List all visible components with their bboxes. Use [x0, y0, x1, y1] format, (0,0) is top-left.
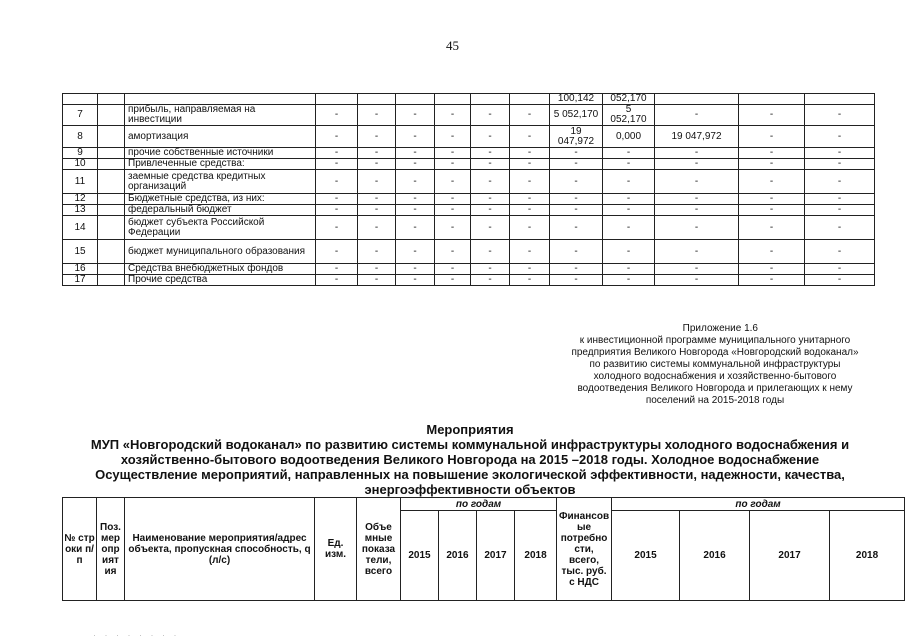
- row-number: 17: [63, 275, 98, 286]
- table-cell: 100,142: [550, 94, 603, 105]
- row-number: 15: [63, 240, 98, 264]
- value-cell: -: [739, 194, 805, 205]
- table-cell: [655, 94, 739, 105]
- value-cell: -: [471, 194, 510, 205]
- page-number: 45: [446, 38, 459, 53]
- table-row: [63, 240, 875, 264]
- value-cell: -: [316, 216, 358, 240]
- value-cell: -: [510, 205, 550, 216]
- table-cell: [98, 194, 125, 205]
- value-cell: -: [550, 240, 603, 264]
- value-cell: -: [471, 240, 510, 264]
- col-unit: Ед. изм.: [315, 498, 357, 601]
- value-cell: -: [358, 216, 396, 240]
- table-cell: [98, 170, 125, 194]
- source-name: прочие собственные источники: [125, 148, 316, 159]
- table-row: [63, 275, 875, 286]
- value-cell: -: [396, 216, 435, 240]
- value-cell: -: [396, 240, 435, 264]
- value-cell: -: [655, 194, 739, 205]
- value-cell: -: [316, 275, 358, 286]
- value-cell: 5 052,170: [603, 105, 655, 126]
- bottom-marks: · · · · · · · ·: [93, 630, 180, 640]
- value-cell: -: [655, 170, 739, 194]
- value-cell: -: [316, 205, 358, 216]
- value-cell: -: [396, 194, 435, 205]
- row-number: 11: [63, 170, 98, 194]
- value-cell: 0,000: [603, 126, 655, 148]
- value-cell: -: [805, 170, 875, 194]
- row-number: 8: [63, 126, 98, 148]
- table-cell: [98, 205, 125, 216]
- table-cell: [98, 216, 125, 240]
- source-name: Средства внебюджетных фондов: [125, 264, 316, 275]
- value-cell: -: [471, 126, 510, 148]
- value-cell: -: [805, 275, 875, 286]
- source-name: Прочие средства: [125, 275, 316, 286]
- table-row: [63, 94, 875, 105]
- table-cell: [98, 240, 125, 264]
- value-cell: -: [435, 159, 471, 170]
- value-cell: -: [603, 170, 655, 194]
- value-cell: -: [435, 205, 471, 216]
- row-number: 10: [63, 159, 98, 170]
- table-cell: [316, 94, 358, 105]
- table-cell: [98, 105, 125, 126]
- value-cell: -: [510, 275, 550, 286]
- table-cell: [510, 94, 550, 105]
- value-cell: -: [358, 194, 396, 205]
- col-measure-name: Наименование мероприятия/адрес объекта, пропускная способность, q (л/с): [125, 498, 315, 601]
- value-cell: -: [396, 170, 435, 194]
- table-cell: [98, 148, 125, 159]
- value-cell: 19 047,972: [655, 126, 739, 148]
- source-name: Привлеченные средства:: [125, 159, 316, 170]
- table-cell: [98, 126, 125, 148]
- value-cell: -: [435, 264, 471, 275]
- value-cell: -: [396, 205, 435, 216]
- value-cell: -: [739, 275, 805, 286]
- value-cell: -: [510, 159, 550, 170]
- value-cell: -: [603, 159, 655, 170]
- investment-sources-table: [62, 93, 875, 286]
- value-cell: -: [316, 264, 358, 275]
- table-cell: [805, 94, 875, 105]
- value-cell: -: [471, 275, 510, 286]
- value-cell: -: [739, 205, 805, 216]
- row-number: 9: [63, 148, 98, 159]
- year-header: 2016: [680, 511, 750, 601]
- value-cell: -: [316, 105, 358, 126]
- value-cell: -: [550, 205, 603, 216]
- row-number: 7: [63, 105, 98, 126]
- value-cell: -: [603, 194, 655, 205]
- value-cell: -: [510, 126, 550, 148]
- col-finance-total: Финансов ые потребно сти, всего, тыс. руб. с НДС: [557, 498, 612, 601]
- value-cell: -: [510, 216, 550, 240]
- value-cell: -: [510, 170, 550, 194]
- measures-header-table: [62, 497, 905, 601]
- value-cell: -: [550, 216, 603, 240]
- row-number: 12: [63, 194, 98, 205]
- value-cell: -: [358, 105, 396, 126]
- value-cell: -: [550, 194, 603, 205]
- value-cell: -: [805, 264, 875, 275]
- heading-line: энергоэффективности объектов: [364, 482, 576, 497]
- table-row: [63, 194, 875, 205]
- value-cell: -: [655, 205, 739, 216]
- table-cell: [98, 159, 125, 170]
- value-cell: -: [471, 105, 510, 126]
- value-cell: -: [435, 216, 471, 240]
- value-cell: -: [805, 216, 875, 240]
- table-row: [63, 159, 875, 170]
- value-cell: -: [805, 105, 875, 126]
- value-cell: -: [550, 159, 603, 170]
- value-cell: -: [435, 126, 471, 148]
- row-number: 14: [63, 216, 98, 240]
- heading-line: хозяйственно-бытового водоотведения Великого Новгорода на 2015 –2018 годы. Холодное водоснабжение: [120, 452, 820, 467]
- value-cell: -: [655, 105, 739, 126]
- value-cell: 19 047,972: [550, 126, 603, 148]
- value-cell: -: [655, 148, 739, 159]
- value-cell: -: [435, 105, 471, 126]
- source-name: прибыль, направляемая на инвестиции: [125, 105, 316, 126]
- value-cell: -: [471, 205, 510, 216]
- value-cell: -: [655, 240, 739, 264]
- table-cell: [396, 94, 435, 105]
- value-cell: -: [396, 126, 435, 148]
- value-cell: -: [603, 240, 655, 264]
- value-cell: -: [358, 275, 396, 286]
- table-cell: [435, 94, 471, 105]
- appendix-note: [555, 323, 875, 407]
- value-cell: -: [550, 264, 603, 275]
- table-row: [63, 170, 875, 194]
- value-cell: -: [396, 275, 435, 286]
- source-name: федеральный бюджет: [125, 205, 316, 216]
- table-cell: [471, 94, 510, 105]
- years-group-finance: по годам: [612, 498, 905, 511]
- year-header: 2017: [750, 511, 830, 601]
- value-cell: -: [739, 216, 805, 240]
- value-cell: -: [603, 216, 655, 240]
- table-cell: [125, 94, 316, 105]
- source-name: Бюджетные средства, из них:: [125, 194, 316, 205]
- table-row: [63, 205, 875, 216]
- value-cell: -: [316, 126, 358, 148]
- value-cell: -: [471, 264, 510, 275]
- years-group-volume: по годам: [401, 498, 557, 511]
- year-header: 2015: [612, 511, 680, 601]
- table-row: [63, 148, 875, 159]
- value-cell: -: [510, 240, 550, 264]
- value-cell: -: [805, 205, 875, 216]
- appendix-title: Приложение 1.6: [682, 323, 758, 334]
- year-header: 2018: [830, 511, 905, 601]
- col-row-number: № стр оки п/п: [63, 498, 97, 601]
- value-cell: -: [805, 194, 875, 205]
- value-cell: -: [396, 159, 435, 170]
- value-cell: -: [739, 126, 805, 148]
- value-cell: -: [435, 170, 471, 194]
- table-cell: [98, 275, 125, 286]
- value-cell: -: [510, 105, 550, 126]
- value-cell: -: [550, 148, 603, 159]
- value-cell: -: [805, 148, 875, 159]
- appendix-line: поселений на 2015-2018 годы: [645, 395, 785, 406]
- value-cell: -: [510, 194, 550, 205]
- value-cell: -: [471, 148, 510, 159]
- value-cell: -: [358, 159, 396, 170]
- value-cell: -: [550, 275, 603, 286]
- heading-title: Мероприятия: [426, 422, 514, 437]
- source-name: заемные средства кредитных организаций: [125, 170, 316, 194]
- table-cell: [739, 94, 805, 105]
- section-heading: [70, 422, 870, 497]
- value-cell: -: [396, 264, 435, 275]
- col-measure-position: Поз. мер опр ият ия: [97, 498, 125, 601]
- year-header: 2018: [515, 511, 557, 601]
- year-header: 2016: [439, 511, 477, 601]
- value-cell: -: [739, 105, 805, 126]
- value-cell: -: [655, 216, 739, 240]
- table-row: [63, 264, 875, 275]
- table-cell: [63, 94, 98, 105]
- value-cell: -: [510, 264, 550, 275]
- row-number: 16: [63, 264, 98, 275]
- value-cell: -: [316, 240, 358, 264]
- source-name: бюджет муниципального образования: [125, 240, 316, 264]
- appendix-line: предприятия Великого Новгорода «Новгородский водоканал»: [571, 347, 859, 358]
- value-cell: -: [316, 194, 358, 205]
- table-cell: 052,170: [603, 94, 655, 105]
- value-cell: 5 052,170: [550, 105, 603, 126]
- value-cell: -: [603, 205, 655, 216]
- table-cell: [98, 264, 125, 275]
- table-row: [63, 216, 875, 240]
- value-cell: -: [396, 148, 435, 159]
- value-cell: -: [655, 159, 739, 170]
- col-volume-total: Объе мные показа тели, всего: [357, 498, 401, 601]
- value-cell: -: [435, 194, 471, 205]
- value-cell: -: [739, 264, 805, 275]
- source-name: амортизация: [125, 126, 316, 148]
- value-cell: -: [358, 126, 396, 148]
- value-cell: -: [739, 148, 805, 159]
- value-cell: -: [471, 216, 510, 240]
- appendix-line: водоотведения Великого Новгорода и прилегающих к нему: [577, 383, 853, 394]
- value-cell: -: [316, 159, 358, 170]
- value-cell: -: [655, 275, 739, 286]
- year-header: 2015: [401, 511, 439, 601]
- appendix-line: по развитию системы коммунальной инфраструктуры: [589, 359, 841, 370]
- table-row: [63, 105, 875, 126]
- value-cell: -: [316, 170, 358, 194]
- value-cell: -: [358, 170, 396, 194]
- value-cell: -: [510, 148, 550, 159]
- value-cell: -: [805, 159, 875, 170]
- value-cell: -: [358, 264, 396, 275]
- heading-line: Осуществление мероприятий, направленных на повышение экологической эффективности, надежности, качества,: [95, 467, 845, 482]
- value-cell: -: [435, 240, 471, 264]
- value-cell: -: [358, 148, 396, 159]
- value-cell: -: [739, 159, 805, 170]
- table-cell: [98, 94, 125, 105]
- value-cell: -: [358, 240, 396, 264]
- source-name: бюджет субъекта Российской Федерации: [125, 216, 316, 240]
- row-number: 13: [63, 205, 98, 216]
- value-cell: -: [358, 205, 396, 216]
- value-cell: -: [805, 126, 875, 148]
- value-cell: -: [805, 240, 875, 264]
- appendix-line: холодного водоснабжения и хозяйственно-бытового: [593, 371, 837, 382]
- heading-line: МУП «Новгородский водоканал» по развитию системы коммунальной инфраструктуры холодного водоснабжения и: [90, 437, 850, 452]
- value-cell: -: [739, 240, 805, 264]
- value-cell: -: [316, 148, 358, 159]
- value-cell: -: [471, 170, 510, 194]
- value-cell: -: [603, 275, 655, 286]
- value-cell: -: [739, 170, 805, 194]
- value-cell: -: [396, 105, 435, 126]
- year-header: 2017: [477, 511, 515, 601]
- table-row: [63, 126, 875, 148]
- value-cell: -: [471, 159, 510, 170]
- value-cell: -: [603, 148, 655, 159]
- value-cell: -: [655, 264, 739, 275]
- value-cell: -: [435, 148, 471, 159]
- value-cell: -: [435, 275, 471, 286]
- table-cell: [358, 94, 396, 105]
- appendix-line: к инвестиционной программе муниципального унитарного: [579, 335, 851, 346]
- value-cell: -: [603, 264, 655, 275]
- value-cell: -: [550, 170, 603, 194]
